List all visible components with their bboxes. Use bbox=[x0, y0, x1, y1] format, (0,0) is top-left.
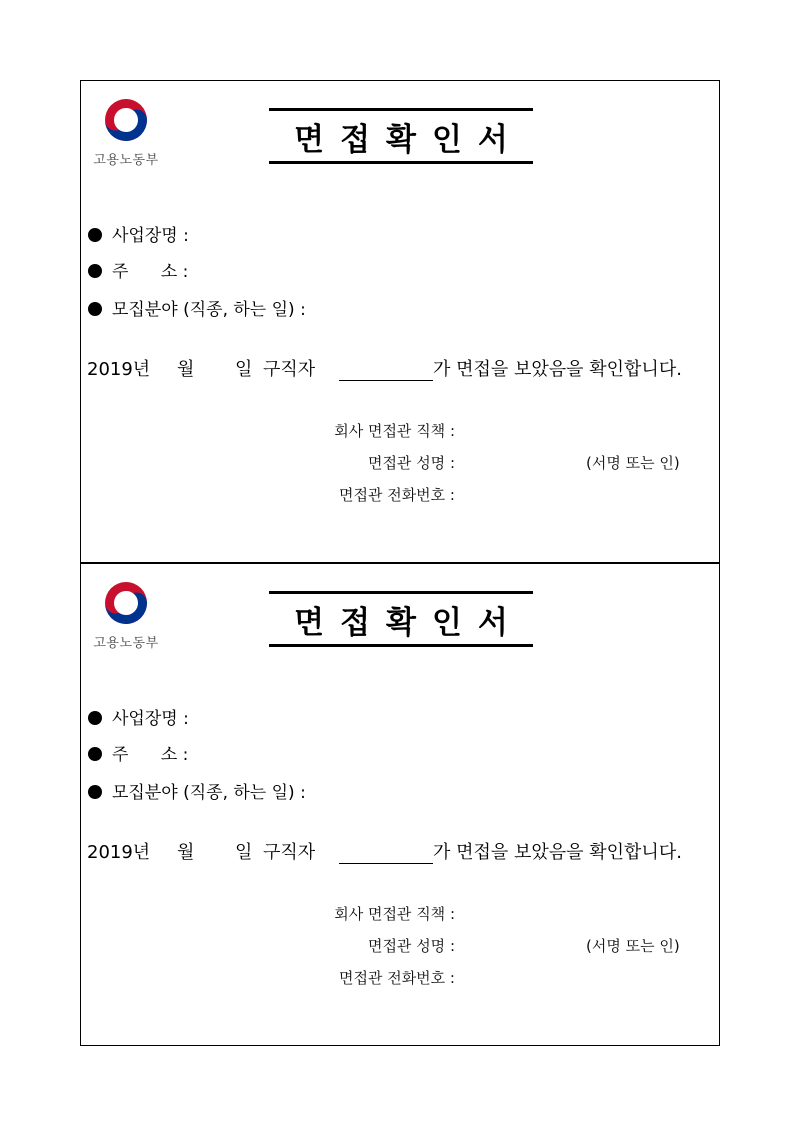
statement-rest: 가 면접을 보았음을 확인합니다. bbox=[433, 842, 682, 863]
title-box bbox=[269, 108, 533, 164]
logo-text: 고용노동부 bbox=[93, 153, 159, 168]
interviewer-phone-label: 면접관 전화번호 : bbox=[338, 486, 455, 504]
field-address: 주 소 : bbox=[88, 261, 188, 283]
statement-month: 월 bbox=[177, 359, 195, 380]
logo-text: 고용노동부 bbox=[93, 636, 159, 651]
title-box bbox=[269, 591, 533, 647]
statement-rest: 가 면접을 보았음을 확인합니다. bbox=[433, 359, 682, 380]
statement-year: 2019년 bbox=[87, 359, 151, 380]
form-title: 면접확인서 bbox=[294, 121, 524, 158]
taegeuk-emblem-icon bbox=[103, 97, 149, 143]
interviewer-title-label: 회사 면접관 직책 : bbox=[334, 905, 455, 923]
applicant-name-blank[interactable] bbox=[339, 358, 433, 381]
bullet-icon bbox=[88, 264, 102, 278]
interview-confirmation-form bbox=[80, 80, 720, 563]
bullet-icon bbox=[88, 228, 102, 242]
bullet-icon bbox=[88, 711, 102, 725]
interviewer-phone-label: 면접관 전화번호 : bbox=[338, 969, 455, 987]
statement-year: 2019년 bbox=[87, 842, 151, 863]
ministry-logo bbox=[93, 97, 159, 167]
field-job-category: 모집분야 (직종, 하는 일) : bbox=[88, 299, 306, 321]
field-business-name: 사업장명 : bbox=[88, 225, 189, 247]
ministry-logo bbox=[93, 580, 159, 650]
field-job-category: 모집분야 (직종, 하는 일) : bbox=[88, 782, 306, 804]
statement-month: 월 bbox=[177, 842, 195, 863]
applicant-name-blank[interactable] bbox=[339, 841, 433, 864]
sign-note: (서명 또는 인) bbox=[586, 937, 680, 955]
interviewer-name-label: 면접관 성명 : bbox=[367, 937, 455, 955]
form-title: 면접확인서 bbox=[294, 604, 524, 641]
statement-applicant: 구직자 bbox=[263, 359, 316, 380]
statement-applicant: 구직자 bbox=[263, 842, 316, 863]
statement-day: 일 bbox=[235, 359, 253, 380]
bullet-icon bbox=[88, 785, 102, 799]
statement-day: 일 bbox=[235, 842, 253, 863]
field-address: 주 소 : bbox=[88, 744, 188, 766]
field-business-name: 사업장명 : bbox=[88, 708, 189, 730]
interview-confirmation-form bbox=[80, 563, 720, 1046]
sign-note: (서명 또는 인) bbox=[586, 454, 680, 472]
bullet-icon bbox=[88, 302, 102, 316]
bullet-icon bbox=[88, 747, 102, 761]
interviewer-title-label: 회사 면접관 직책 : bbox=[334, 422, 455, 440]
interviewer-name-label: 면접관 성명 : bbox=[367, 454, 455, 472]
taegeuk-emblem-icon bbox=[103, 580, 149, 626]
